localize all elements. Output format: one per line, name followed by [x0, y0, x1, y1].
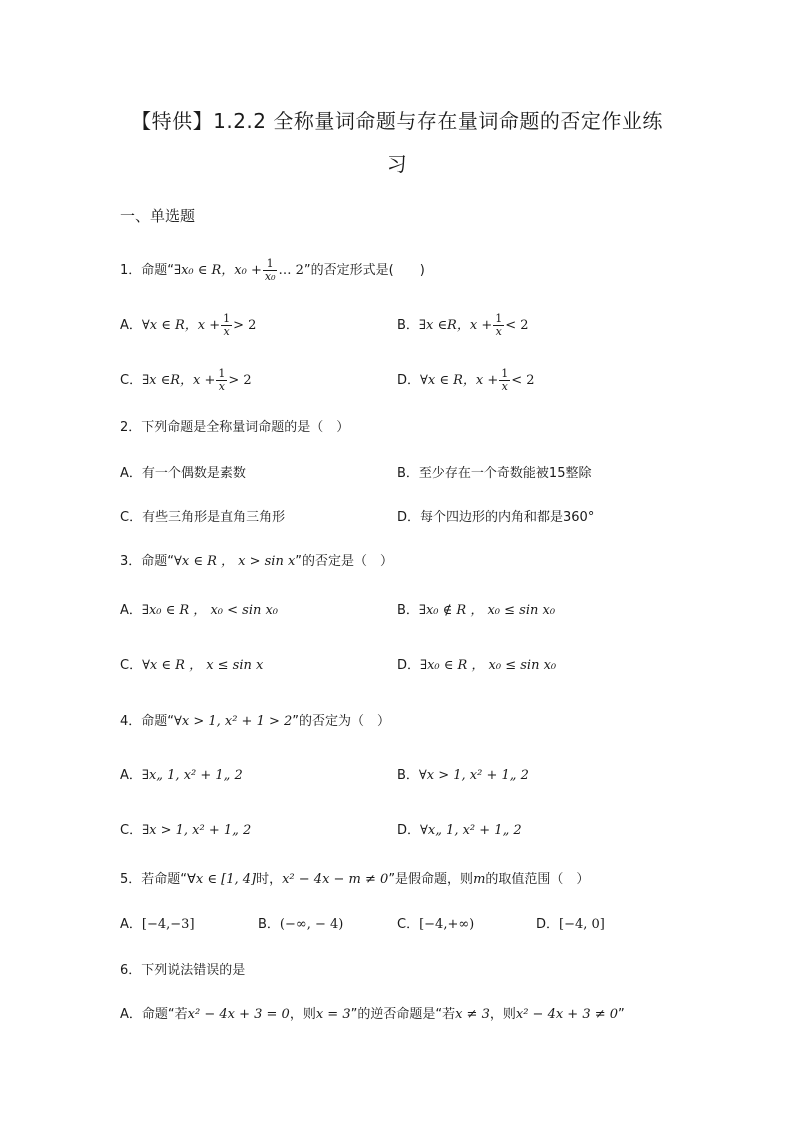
q3-option-a[interactable] [120, 602, 278, 620]
option-fraction [499, 368, 510, 393]
q1-stem-post: ”的否定形式是( ) [303, 263, 425, 278]
document-title-line1: 【特供】1.2.2 全称量词命题与存在量词命题的否定作业练 [131, 109, 663, 133]
q1-stem-pre: 1．命题“ [120, 263, 175, 278]
q2-option-b[interactable] [397, 465, 591, 483]
option-label: C． [397, 917, 420, 932]
frac-num: 1 [495, 312, 503, 325]
option-math: [−4, 0] [559, 917, 605, 932]
option-text: 每个四边形的内角和都是360° [420, 510, 595, 525]
question-3-stem [120, 553, 393, 571]
q3-option-c[interactable] [120, 657, 263, 675]
option-text: 至少存在一个奇数能被15整除 [418, 466, 592, 481]
frac-den: x [495, 325, 502, 338]
option-math: [−4,−3] [141, 917, 195, 932]
q3-stem-pre: 3．命题“ [120, 554, 175, 569]
option-math: ∃x ∈R，x + [418, 318, 493, 333]
q1-option-a[interactable] [120, 313, 256, 338]
option-math: ∀x ∈ R ， x ≤ sin x [142, 658, 264, 673]
option-math: x² − 4x + 3 = 0 [187, 1007, 290, 1022]
option-math-post: < 2 [511, 373, 535, 388]
q5-stem-math2: x² − 4x − m ≠ 0 [282, 872, 389, 887]
option-math-post: < 2 [505, 318, 529, 333]
option-label: B． [397, 768, 419, 783]
q4-option-a[interactable] [120, 767, 243, 785]
q3-option-b[interactable] [397, 602, 555, 620]
q4-option-c[interactable] [120, 822, 251, 840]
option-text: ，则 [489, 1007, 516, 1022]
q5-stem-math3: m [473, 872, 486, 887]
option-label: A． [120, 603, 142, 618]
option-fraction [216, 368, 227, 393]
option-math: x = 3 [315, 1007, 351, 1022]
q5-stem-mid2: ”是假命题，则 [388, 872, 474, 887]
option-math: x² − 4x + 3 ≠ 0 [515, 1007, 619, 1022]
option-text: 有些三角形是直角三角形 [142, 510, 286, 525]
q3-stem-math: ∀x ∈ R ， x > sin x [174, 554, 296, 569]
option-label: D． [536, 917, 560, 932]
q5-option-d[interactable] [536, 916, 605, 934]
option-label: C． [120, 658, 143, 673]
q1-stem-math2: … 2 [278, 263, 304, 278]
frac-num: 1 [501, 367, 509, 380]
option-label: B． [258, 917, 280, 932]
option-math: ∀x ∈ R，x + [420, 373, 499, 388]
q1-option-c[interactable] [120, 368, 252, 393]
option-label: A． [120, 318, 142, 333]
q5-stem-post: 的取值范围（ ） [485, 872, 590, 887]
frac-den: x [218, 380, 225, 393]
q4-stem-post: ”的否定为（ ） [292, 714, 391, 729]
option-math: ∃x ∈R，x + [142, 373, 216, 388]
option-math: x ≠ 3 [455, 1007, 490, 1022]
option-math: ∃x₀ ∈ R ， x₀ < sin x₀ [141, 603, 279, 618]
frac-den: x [501, 380, 508, 393]
q5-stem-pre: 5．若命题“∀ [120, 872, 196, 887]
q2-option-c[interactable] [120, 509, 285, 527]
option-math: ∀x ∈ R，x + [141, 318, 221, 333]
q5-option-c[interactable] [397, 916, 474, 934]
q1-fraction [263, 258, 278, 283]
q4-stem-math: ∀x > 1, x² + 1 > 2 [174, 714, 293, 729]
q1-option-d[interactable] [397, 368, 535, 393]
option-label: B． [397, 466, 419, 481]
option-label: A． [120, 1007, 142, 1022]
q4-stem-pre: 4．命题“ [120, 714, 175, 729]
option-math-post: > 2 [228, 373, 252, 388]
q1-frac-den: x₀ [264, 270, 276, 283]
question-2-stem: 2．下列命题是全称量词命题的是（ ） [120, 420, 350, 435]
frac-num: 1 [223, 312, 231, 325]
question-5-stem [120, 871, 589, 889]
q5-stem-mid: 时， [256, 872, 283, 887]
option-text: ” [618, 1007, 625, 1022]
option-label: D． [397, 823, 421, 838]
option-fraction [493, 313, 504, 338]
option-math: ∃x₀ ∉ R ， x₀ ≤ sin x₀ [418, 603, 556, 618]
option-label: C． [120, 823, 143, 838]
frac-den: x [223, 325, 230, 338]
option-label: D． [397, 373, 421, 388]
option-text: 命题“若 [141, 1007, 188, 1022]
option-label: A． [120, 466, 142, 481]
q1-option-b[interactable] [397, 313, 529, 338]
q1-stem-math: ∃x₀ ∈ R，x₀ + [174, 263, 262, 278]
section-heading: 一、单选题 [120, 207, 196, 225]
option-fraction [221, 313, 232, 338]
q5-stem-math: x ∈ [1, 4] [195, 872, 257, 887]
option-text: 有一个偶数是素数 [141, 466, 246, 481]
q5-option-a[interactable] [120, 916, 195, 934]
question-6-stem: 6．下列说法错误的是 [120, 963, 246, 978]
q6-option-a[interactable] [120, 1006, 625, 1024]
option-math: ∀x„ 1, x² + 1„ 2 [420, 823, 522, 838]
frac-num: 1 [218, 367, 226, 380]
option-label: D． [397, 510, 421, 525]
option-label: C． [120, 510, 143, 525]
option-label: B． [397, 603, 419, 618]
question-4-stem [120, 713, 390, 731]
q4-option-b[interactable] [397, 767, 529, 785]
question-1-stem [120, 258, 425, 283]
q2-option-a[interactable] [120, 465, 246, 483]
option-label: A． [120, 768, 142, 783]
option-math-post: > 2 [233, 318, 257, 333]
document-title-line2: 习 [386, 152, 408, 176]
option-text: ”的逆否命题是“若 [350, 1007, 456, 1022]
q5-option-b[interactable] [258, 916, 343, 934]
option-math: ∀x > 1, x² + 1„ 2 [418, 768, 529, 783]
option-label: B． [397, 318, 419, 333]
q3-option-d[interactable] [397, 657, 556, 675]
option-math: ∃x„ 1, x² + 1„ 2 [141, 768, 243, 783]
option-math: (−∞, − 4) [279, 917, 344, 932]
option-label: D． [397, 658, 421, 673]
q4-option-d[interactable] [397, 822, 522, 840]
q3-stem-post: ”的否定是（ ） [295, 554, 394, 569]
option-label: C． [120, 373, 143, 388]
option-label: A． [120, 917, 142, 932]
q2-option-d[interactable] [397, 509, 594, 527]
option-math: [−4,+∞) [419, 917, 475, 932]
q1-frac-num: 1 [263, 258, 278, 271]
option-math: ∃x > 1, x² + 1„ 2 [142, 823, 252, 838]
option-text: ，则 [289, 1007, 316, 1022]
option-math: ∃x₀ ∈ R ， x₀ ≤ sin x₀ [420, 658, 557, 673]
